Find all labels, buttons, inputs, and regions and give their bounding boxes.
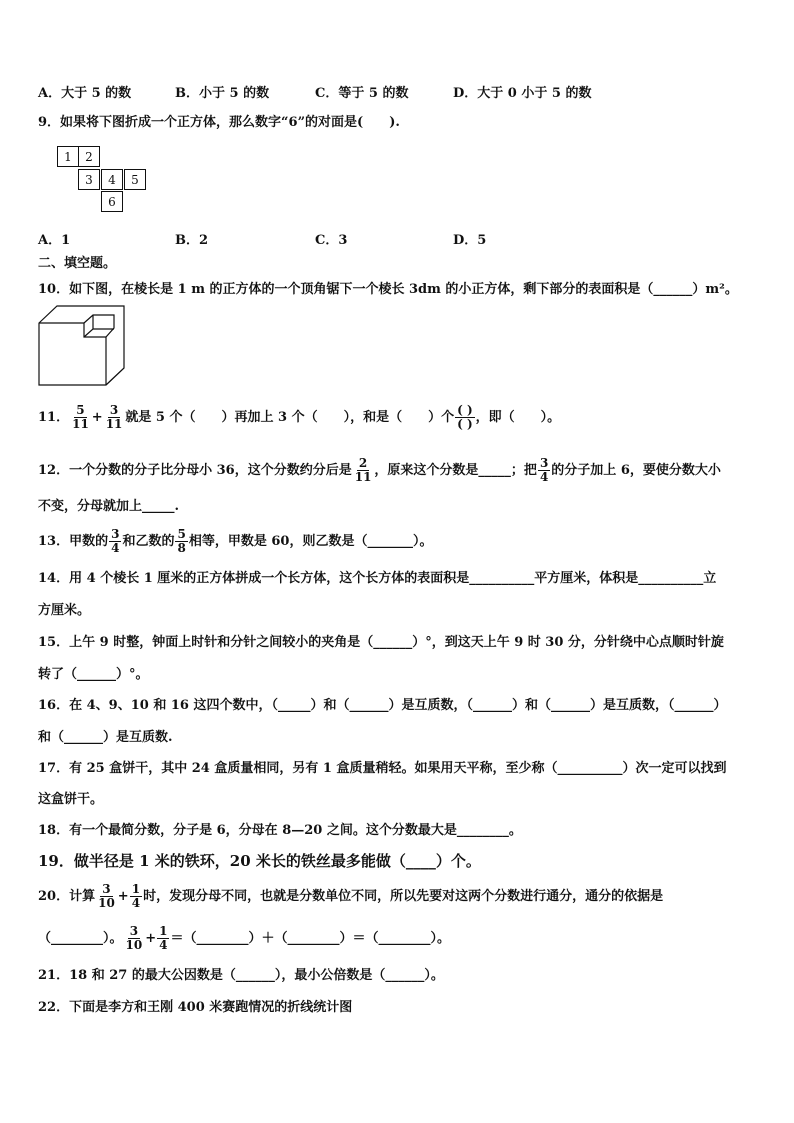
q9-option-a: A．1 xyxy=(38,233,71,248)
q11-fraction-2: $\frac{3}{11}$ xyxy=(105,403,123,431)
q11-text: 就是 5 个（ ）再加上 3 个（ ），和是（ ）个 xyxy=(125,410,455,425)
q12-fraction-1: $\frac{2}{11}$ xyxy=(354,456,372,484)
q9-option-c: C．3 xyxy=(315,233,348,248)
q12-line-2: 不变，分母就加上_____. xyxy=(38,499,180,514)
q12-line-1: 12．一个分数的分子比分母小 36，这个分数约分后是 $\frac{2}{11}$ ，原来这个分数是_____；把 $\frac{3}{4}$ 的分子加上 6，要使分数大小 xyxy=(38,456,721,484)
q19-text: 19．做半径是 1 米的铁环，20 米长的铁丝最多能做（____）个。 xyxy=(38,852,481,870)
q20-fraction-2: $\frac{1}{4}$ xyxy=(131,882,141,910)
q12-fraction-2: $\frac{3}{4}$ xyxy=(539,456,549,484)
q11-number: 11． xyxy=(38,410,70,425)
q14-line-1: 14．用 4 个棱长 1 厘米的正方体拼成一个长方体，这个长方体的表面积是__________平方厘米，体积是__________立 xyxy=(38,571,717,586)
q15-line-1: 15．上午 9 时整，钟面上时针和分针之间较小的夹角是（______）°，到这天上午 9 时 30 分，分针绕中心点顺时针旋 xyxy=(38,635,724,650)
section-heading: 二、填空题。 xyxy=(38,256,117,271)
q18-text: 18．有一个最简分数，分子是 6，分母在 8—20 之间。这个分数最大是________。 xyxy=(38,823,522,838)
q16-line-1: 16．在 4、9、10 和 16 这四个数中，（_____）和（______）是互质数，（______）和（______）是互质数，（______） xyxy=(38,698,727,713)
net-cell-4: 4 xyxy=(101,169,123,190)
q11-line: 11． $\frac{5}{11}$ + $\frac{3}{11}$ 就是 5 个（ ）再加上 3 个（ ），和是（ ）个 $\frac{( )}{( )}$ ，即（ ）。 xyxy=(38,403,561,431)
q8-option-a: A．大于 5 的数 xyxy=(38,86,132,101)
q20-fraction-3: $\frac{3}{10}$ xyxy=(125,924,143,952)
q11-fraction-1: $\frac{5}{11}$ xyxy=(72,403,89,431)
cube-cut-figure xyxy=(38,305,126,387)
q9-option-d: D．5 xyxy=(453,233,487,248)
net-cell-2: 2 xyxy=(78,146,100,167)
net-cell-3: 3 xyxy=(78,169,100,190)
q13-line: 13．甲数的 $\frac{3}{4}$ 和乙数的 $\frac{5}{8}$ 相等，甲数是 60，则乙数是（_______）。 xyxy=(38,527,433,555)
q15-line-2: 转了（______）°。 xyxy=(38,667,149,682)
q20-line-2: （________）。 $\frac{3}{10}$ + $\frac{1}{4}$ ＝（________）＋（________）＝（________）。 xyxy=(38,924,450,952)
net-cell-6: 6 xyxy=(101,191,123,212)
q20-fraction-1: $\frac{3}{10}$ xyxy=(98,882,115,910)
q14-line-2: 方厘米。 xyxy=(38,603,91,618)
net-cell-1: 1 xyxy=(57,146,79,167)
q21-text: 21．18 和 27 的最大公因数是（______），最小公倍数是（______）。 xyxy=(38,968,444,983)
q11-blank-fraction: $\frac{( )}{( )}$ xyxy=(457,403,473,431)
q17-line-2: 这盒饼干。 xyxy=(38,792,104,807)
q8-option-d: D．大于 0 小于 5 的数 xyxy=(453,86,592,101)
q10-text: 10．如下图，在棱长是 1 m 的正方体的一个顶角锯下一个棱长 3dm 的小正方体，剩下部分的表面积是（______）m²。 xyxy=(38,282,738,297)
q22-text: 22．下面是李方和王刚 400 米赛跑情况的折线统计图 xyxy=(38,1000,353,1015)
q9-option-b: B．2 xyxy=(175,233,209,248)
q20-fraction-4: $\frac{1}{4}$ xyxy=(159,924,168,952)
q9-text: 9．如果将下图折成一个正方体，那么数字“6”的对面是( ). xyxy=(38,115,400,130)
q16-line-2: 和（______）是互质数. xyxy=(38,730,173,745)
net-cell-5: 5 xyxy=(124,169,146,190)
q17-line-1: 17．有 25 盒饼干，其中 24 盒质量相同，另有 1 盒质量稍轻。如果用天平称，至少称（__________）次一定可以找到 xyxy=(38,761,727,776)
q13-fraction-2: $\frac{5}{8}$ xyxy=(177,527,186,555)
q8-option-c: C．等于 5 的数 xyxy=(315,86,409,101)
q13-fraction-1: $\frac{3}{4}$ xyxy=(111,527,120,555)
q8-option-b: B．小于 5 的数 xyxy=(175,86,270,101)
q20-line-1: 20．计算 $\frac{3}{10}$ + $\frac{1}{4}$ 时，发现分母不同，也就是分数单位不同，所以先要对这两个分数进行通分，通分的依据是 xyxy=(38,882,664,910)
